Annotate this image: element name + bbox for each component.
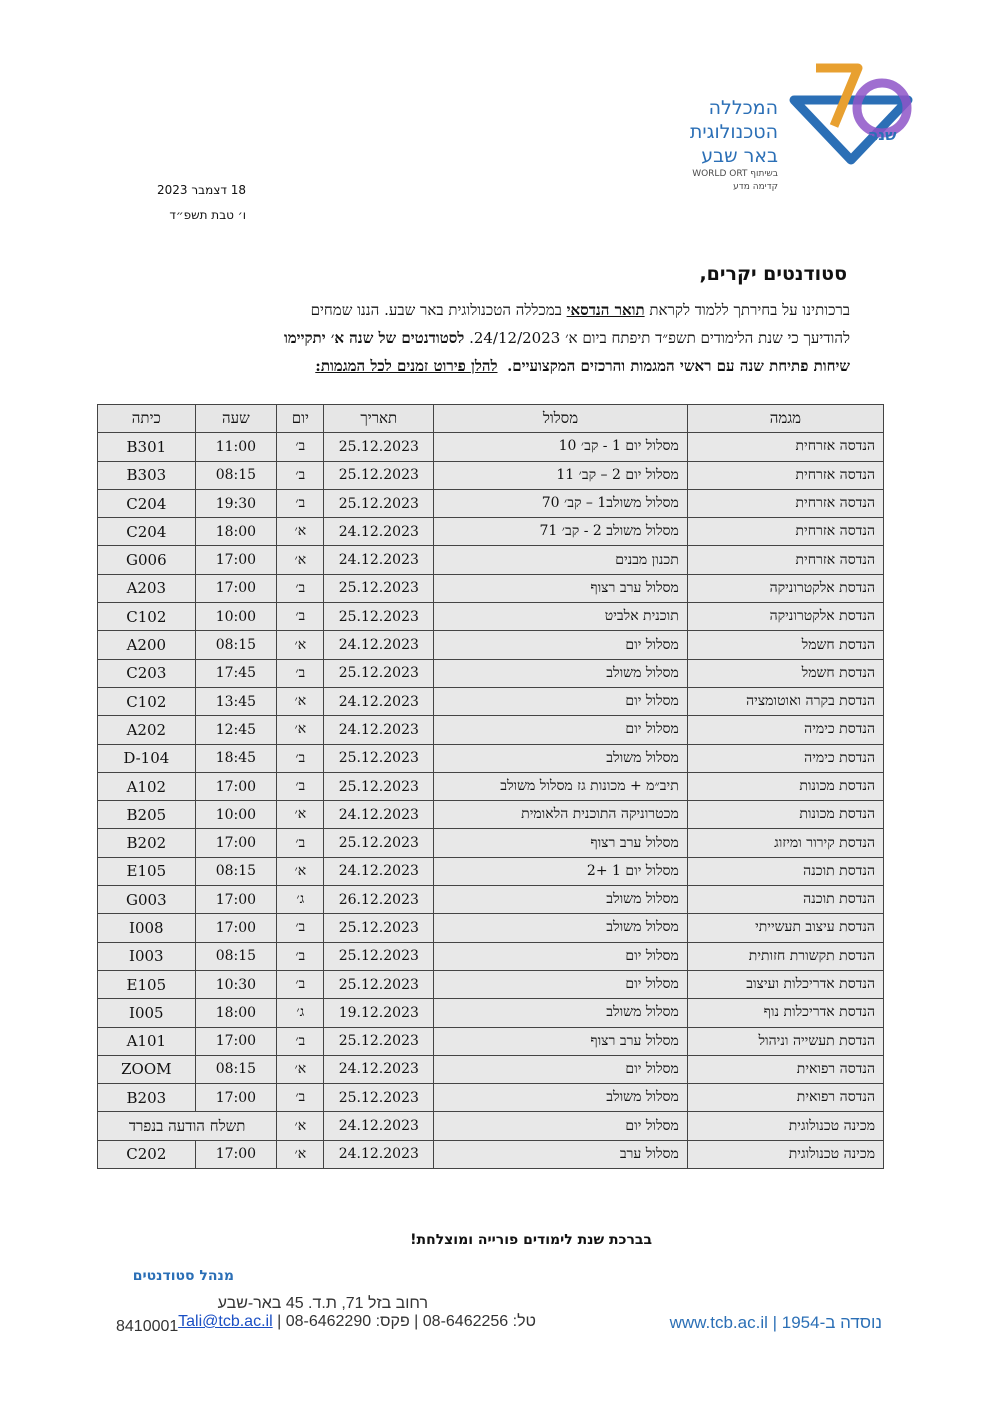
cell-major: הנדסה אזרחית [687, 461, 883, 489]
letter-dates [140, 178, 246, 228]
table-row [98, 489, 884, 517]
table-row [98, 914, 884, 942]
cell-date: 25.12.2023 [324, 1084, 434, 1112]
cell-room: D-104 [98, 744, 196, 772]
letter-text: במכללה הטכנולוגית באר שבע. הננו שמחים [310, 301, 567, 319]
cell-time: 08:15 [195, 631, 277, 659]
header-time: שעה [195, 405, 277, 433]
table-row [98, 716, 884, 744]
cell-time: 10:00 [195, 603, 277, 631]
cell-major: הנדסה רפואית [687, 1055, 883, 1083]
cell-time: 17:00 [195, 546, 277, 574]
cell-track: מסלול ערב רצוף [434, 1027, 688, 1055]
cell-day: א׳ [277, 716, 324, 744]
cell-track: מסלול יום [434, 687, 688, 715]
cell-room: C203 [98, 659, 196, 687]
cell-date: 25.12.2023 [324, 744, 434, 772]
partner-line: בשיתוף WORLD ORT [692, 169, 778, 179]
table-row [98, 1140, 884, 1168]
cell-room: C202 [98, 1140, 196, 1168]
cell-room: I003 [98, 942, 196, 970]
table-row [98, 829, 884, 857]
cell-date: 24.12.2023 [324, 716, 434, 744]
cell-day: ב׳ [277, 1084, 324, 1112]
cell-room: C102 [98, 603, 196, 631]
cell-date: 25.12.2023 [324, 914, 434, 942]
greeting: סטודנטים יקרים, [699, 263, 847, 285]
cell-day: א׳ [277, 546, 324, 574]
table-row [98, 942, 884, 970]
cell-time: 17:00 [195, 772, 277, 800]
cell-date: 24.12.2023 [324, 1055, 434, 1083]
cell-date: 25.12.2023 [324, 603, 434, 631]
cell-track: מסלול משולב [434, 1084, 688, 1112]
table-row [98, 1055, 884, 1083]
cell-major: הנדסת מכונות [687, 772, 883, 800]
cell-major: הנדסת אדריכלות ועיצוב [687, 970, 883, 998]
cell-major: הנדסת מכונות [687, 801, 883, 829]
logo-badge-text: שנה [868, 126, 897, 144]
cell-major: הנדסה אזרחית [687, 433, 883, 461]
separator: | [272, 1313, 282, 1330]
cell-time: 17:00 [195, 574, 277, 602]
cell-major: מכינה טכנולוגית [687, 1112, 883, 1140]
cell-day: ב׳ [277, 942, 324, 970]
header-date: תאריך [324, 405, 434, 433]
cell-track: מסלול יום [434, 631, 688, 659]
table-row [98, 574, 884, 602]
cell-room: B205 [98, 801, 196, 829]
cell-date: 25.12.2023 [324, 433, 434, 461]
cell-room: G006 [98, 546, 196, 574]
cell-track: מסלול יום [434, 942, 688, 970]
cell-room: A200 [98, 631, 196, 659]
cell-track: תיב״מ + מכונות גז מסלול משולב [434, 772, 688, 800]
college-name-line: באר שבע [701, 145, 778, 167]
phone: טל: 08-6462256 [422, 1313, 536, 1330]
cell-date: 24.12.2023 [324, 546, 434, 574]
cell-day: א׳ [277, 857, 324, 885]
cell-time: 19:30 [195, 489, 277, 517]
letter-line [150, 296, 850, 324]
cell-time: 17:00 [195, 1140, 277, 1168]
cell-major: הנדסה אזרחית [687, 518, 883, 546]
letter-line [150, 324, 850, 352]
cell-time: 10:30 [195, 970, 277, 998]
cell-time: 17:00 [195, 1084, 277, 1112]
cell-room: C204 [98, 489, 196, 517]
zip-code: 8410001 [116, 1318, 179, 1335]
schedule-body [98, 433, 884, 1169]
cell-track: מסלול ערב רצוף [434, 829, 688, 857]
cell-date: 25.12.2023 [324, 1027, 434, 1055]
cell-time: 17:00 [195, 829, 277, 857]
cell-track: תכנון מבנים [434, 546, 688, 574]
cell-room: I005 [98, 999, 196, 1027]
cell-date: 25.12.2023 [324, 942, 434, 970]
website-link[interactable]: www.tcb.ac.il [669, 1313, 768, 1332]
cell-day: א׳ [277, 801, 324, 829]
partner-line: קדימה מדע [733, 182, 778, 192]
cell-major: הנדסה אזרחית [687, 546, 883, 574]
table-header-row [98, 405, 884, 433]
cell-track: מסלול משולב [434, 999, 688, 1027]
cell-major: הנדסה רפואית [687, 1084, 883, 1112]
cell-major: הנדסת חשמל [687, 631, 883, 659]
cell-track: מסלול יום 2 – קב׳ 11 [434, 461, 688, 489]
cell-time: 18:45 [195, 744, 277, 772]
table-row [98, 744, 884, 772]
cell-major: הנדסת תוכנה [687, 857, 883, 885]
college-logo [786, 56, 916, 166]
cell-time-room-note: תשלח הודעה בנפרד [98, 1112, 277, 1140]
table-row [98, 631, 884, 659]
cell-date: 25.12.2023 [324, 489, 434, 517]
cell-major: הנדסת כימיה [687, 716, 883, 744]
header-room: כיתה [98, 405, 196, 433]
cell-day: א׳ [277, 518, 324, 546]
cell-day: א׳ [277, 687, 324, 715]
cell-day: ב׳ [277, 1027, 324, 1055]
cell-major: הנדסת קירור ומיזוג [687, 829, 883, 857]
cell-day: ב׳ [277, 659, 324, 687]
cell-time: 18:00 [195, 518, 277, 546]
cell-track: מסלול יום 1 - קב׳ 10 [434, 433, 688, 461]
table-row [98, 970, 884, 998]
cell-date: 25.12.2023 [324, 829, 434, 857]
site-line [650, 1313, 882, 1333]
cell-room: A203 [98, 574, 196, 602]
cell-major: הנדסה אזרחית [687, 489, 883, 517]
cell-room: B301 [98, 433, 196, 461]
table-row [98, 518, 884, 546]
cell-major: הנדסת אדריכלות נוף [687, 999, 883, 1027]
closing-line: בברכת שנת לימודים פורייה ומוצלחת! [410, 1232, 652, 1248]
cell-time: 08:15 [195, 1055, 277, 1083]
college-name-line: המכללה [708, 97, 778, 119]
cell-track: מסלול משולב 2 - קב׳ 71 [434, 518, 688, 546]
cell-room: B202 [98, 829, 196, 857]
table-row [98, 801, 884, 829]
hebrew-date: ו׳ טבת תשפ״ד [169, 208, 246, 222]
table-row [98, 603, 884, 631]
header-major: מגמה [687, 405, 883, 433]
cell-room: ZOOM [98, 1055, 196, 1083]
cell-date: 24.12.2023 [324, 1140, 434, 1168]
cell-major: הנדסת תוכנה [687, 886, 883, 914]
founded: נוסדה ב-1954 [781, 1313, 882, 1332]
cell-date: 25.12.2023 [324, 970, 434, 998]
cell-major: הנדסת תעשייה וניהול [687, 1027, 883, 1055]
cell-date: 24.12.2023 [324, 687, 434, 715]
cell-day: ג׳ [277, 999, 324, 1027]
cell-track: מסלול יום [434, 1112, 688, 1140]
cell-date: 25.12.2023 [324, 659, 434, 687]
table-row [98, 886, 884, 914]
cell-major: הנדסת תקשורת חזותית [687, 942, 883, 970]
table-row [98, 461, 884, 489]
letter-text: להודיעך כי שנת הלימודים תשפ״ד תיפתח ביום א׳ 24/12/2023. [464, 329, 850, 347]
cell-time: 11:00 [195, 433, 277, 461]
sender-name: מנהל סטודנטים [132, 1268, 234, 1284]
cell-track: מסלול משולב [434, 744, 688, 772]
cell-track: מסלול יום [434, 970, 688, 998]
cell-room: G003 [98, 886, 196, 914]
cell-date: 25.12.2023 [324, 461, 434, 489]
contact-line [116, 1313, 536, 1331]
cell-date: 24.12.2023 [324, 1112, 434, 1140]
letter-line [150, 352, 850, 380]
cell-day: ב׳ [277, 489, 324, 517]
cell-day: ב׳ [277, 970, 324, 998]
cell-day: ב׳ [277, 744, 324, 772]
cell-track: מסלול משולב [434, 914, 688, 942]
cell-track: מסלול יום [434, 716, 688, 744]
cell-major: הנדסת כימיה [687, 744, 883, 772]
street-address: רחוב בזל 71, ת.ד. 45 באר-שבע [217, 1295, 428, 1312]
cell-time: 08:15 [195, 942, 277, 970]
table-row [98, 687, 884, 715]
cell-date: 25.12.2023 [324, 772, 434, 800]
cell-day: ב׳ [277, 829, 324, 857]
cell-major: הנדסת חשמל [687, 659, 883, 687]
cell-major: הנדסת אלקטרוניקה [687, 574, 883, 602]
cell-date: 25.12.2023 [324, 574, 434, 602]
college-name-line: הטכנולוגית [689, 121, 778, 143]
cell-day: ב׳ [277, 772, 324, 800]
table-row [98, 659, 884, 687]
header-day: יום [277, 405, 324, 433]
table-row [98, 1084, 884, 1112]
cell-day: ב׳ [277, 461, 324, 489]
letter-emphasis: לסטודנטים של שנה א׳ יתקיימו [283, 329, 465, 347]
cell-room: B203 [98, 1084, 196, 1112]
cell-room: A102 [98, 772, 196, 800]
cell-major: מכינה טכנולוגית [687, 1140, 883, 1168]
table-row [98, 772, 884, 800]
cell-room: E105 [98, 857, 196, 885]
cell-track: מסלול ערב רצוף [434, 574, 688, 602]
cell-track: תוכנית אלביט [434, 603, 688, 631]
cell-day: ב׳ [277, 574, 324, 602]
cell-date: 24.12.2023 [324, 631, 434, 659]
cell-track: מסלול יום [434, 1055, 688, 1083]
cell-room: C102 [98, 687, 196, 715]
table-row [98, 546, 884, 574]
cell-room: A101 [98, 1027, 196, 1055]
cell-major: הנדסת עיצוב תעשייתי [687, 914, 883, 942]
cell-day: ג׳ [277, 886, 324, 914]
cell-track: מסלול יום 1 +2 [434, 857, 688, 885]
email-link[interactable]: Tali@tcb.ac.il [178, 1313, 273, 1330]
cell-day: ב׳ [277, 603, 324, 631]
cell-time: 17:00 [195, 914, 277, 942]
cell-day: א׳ [277, 1140, 324, 1168]
cell-time: 17:00 [195, 1027, 277, 1055]
cell-time: 12:45 [195, 716, 277, 744]
cell-time: 17:45 [195, 659, 277, 687]
fax: פקס: 08-6462290 [285, 1313, 410, 1330]
cell-time: 17:00 [195, 886, 277, 914]
letter-emphasis: שיחות פתיחת שנה עם ראשי המגמות והרכזים המקצועיים. [507, 357, 850, 375]
cell-room: E105 [98, 970, 196, 998]
header-track: מסלול [434, 405, 688, 433]
cell-date: 26.12.2023 [324, 886, 434, 914]
degree-name: תואר הנדסאי [566, 301, 645, 319]
cell-track: מסלול משולב [434, 886, 688, 914]
cell-time: 13:45 [195, 687, 277, 715]
cell-track: מסלול משולב [434, 659, 688, 687]
cell-time: 08:15 [195, 461, 277, 489]
cell-date: 24.12.2023 [324, 801, 434, 829]
cell-day: א׳ [277, 1055, 324, 1083]
table-row [98, 857, 884, 885]
cell-date: 24.12.2023 [324, 518, 434, 546]
schedule-table [97, 404, 884, 1169]
cell-day: א׳ [277, 1112, 324, 1140]
cell-time: 18:00 [195, 999, 277, 1027]
separator: | [409, 1313, 419, 1330]
schedule-intro: להלן פירוט זמנים לכל המגמות: [315, 357, 498, 375]
college-name [660, 96, 778, 168]
cell-time: 10:00 [195, 801, 277, 829]
cell-room: I008 [98, 914, 196, 942]
cell-day: ב׳ [277, 433, 324, 461]
cell-major: הנדסת בקרה ואוטומציה [687, 687, 883, 715]
cell-track: מכטרוניקה התוכנית הלאומית [434, 801, 688, 829]
cell-major: הנדסת אלקטרוניקה [687, 603, 883, 631]
table-row [98, 433, 884, 461]
cell-day: א׳ [277, 631, 324, 659]
cell-track: מסלול ערב [434, 1140, 688, 1168]
letter-body [150, 296, 850, 380]
cell-track: מסלול משולב1 – קב׳ 70 [434, 489, 688, 517]
cell-day: ב׳ [277, 914, 324, 942]
cell-time: 08:15 [195, 857, 277, 885]
cell-date: 19.12.2023 [324, 999, 434, 1027]
cell-room: C204 [98, 518, 196, 546]
partner-note [660, 168, 778, 194]
cell-room: A202 [98, 716, 196, 744]
separator: | [767, 1313, 778, 1332]
gregorian-date: 18 דצמבר 2023 [157, 183, 246, 197]
letter-text: ברכותינו על בחירתך ללמוד לקראת [644, 301, 850, 319]
cell-room: B303 [98, 461, 196, 489]
table-row [98, 999, 884, 1027]
table-row [98, 1027, 884, 1055]
cell-date: 24.12.2023 [324, 857, 434, 885]
table-row [98, 1112, 884, 1140]
